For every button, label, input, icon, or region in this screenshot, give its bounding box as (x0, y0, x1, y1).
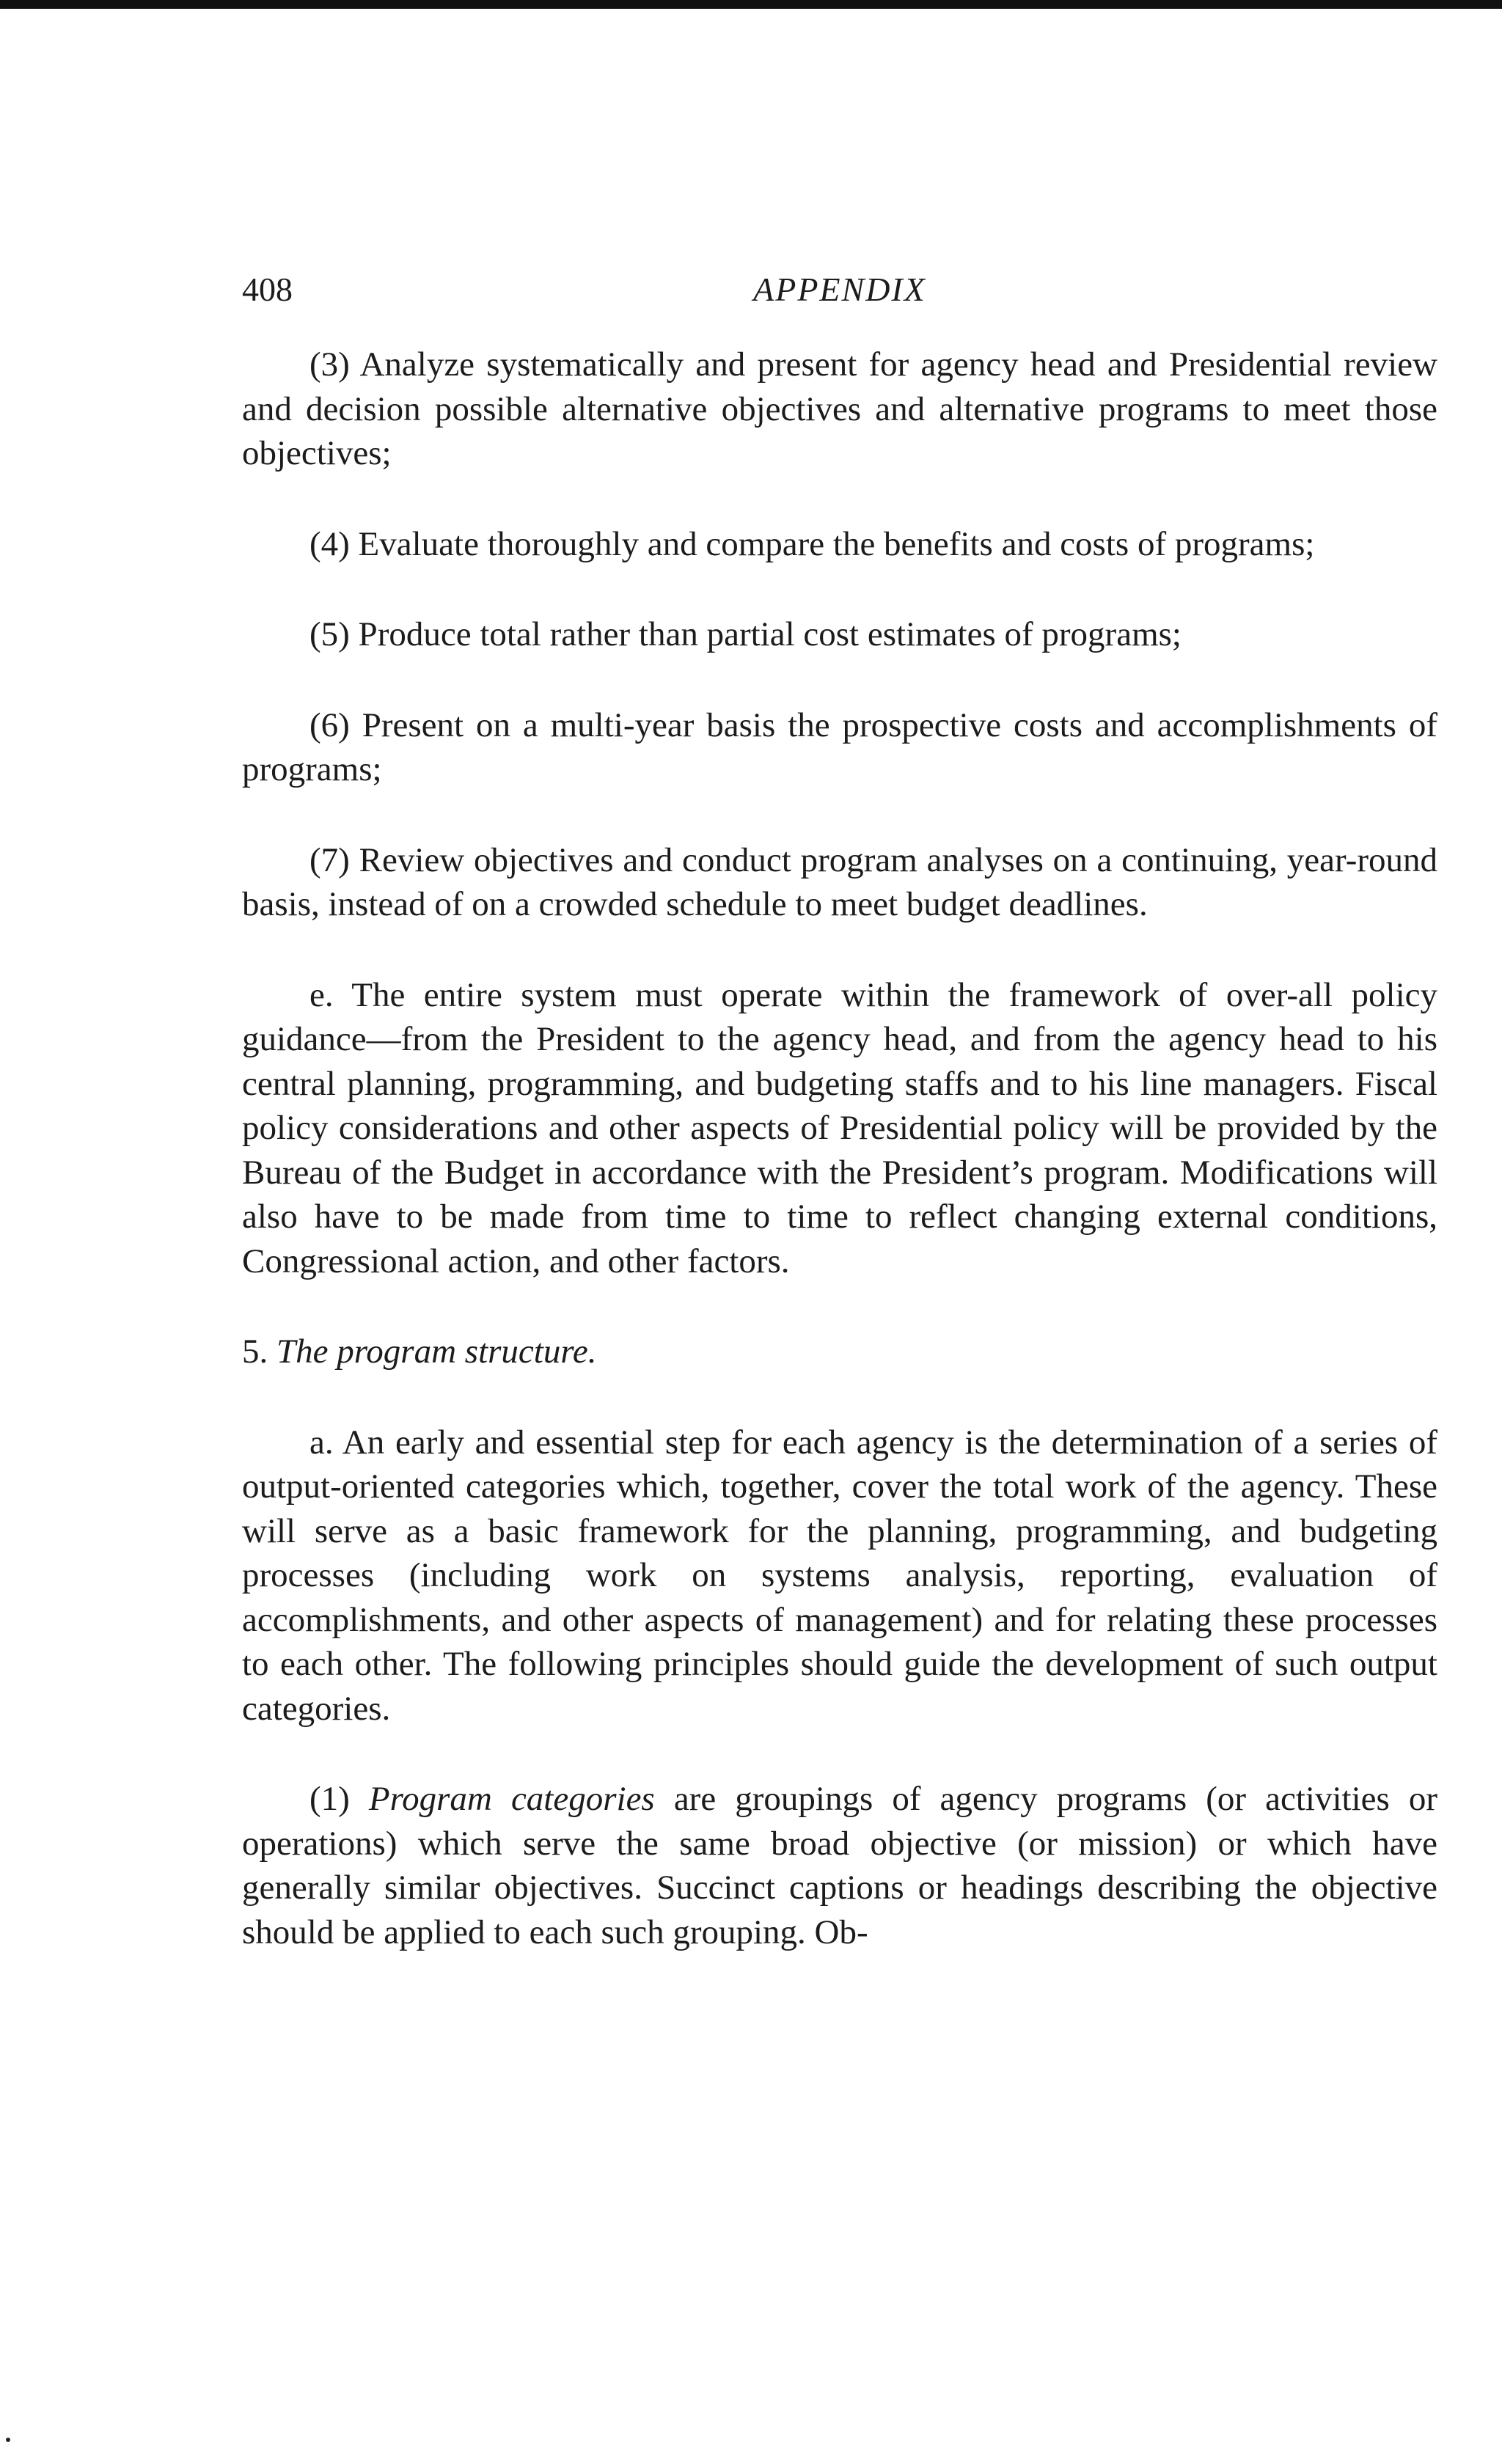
section-title: The program structure. (276, 1332, 597, 1371)
paragraph-item-3: (3) Analyze systematically and present for agency head and Presidential review and decision possible alternative objectives and alternative programs to meet those objectives; (242, 345, 1437, 472)
defined-term: Program categories (368, 1780, 655, 1818)
running-head (242, 260, 1437, 319)
definition-text: are groupings of agency programs (or activities or operations) which serve the same broad objective (or mission) or which have generally similar objectives. Succinct captions or headings describing the objective should be applied to each such grouping. Ob- (242, 1780, 1438, 1951)
top-edge-rule (0, 0, 1502, 9)
page-number: 408 (242, 271, 293, 308)
item-label: (1) (309, 1780, 350, 1818)
paragraph-item-6: (6) Present on a multi-year basis the prospective costs and accomplishments of programs; (242, 705, 1437, 788)
paragraph-item-7: (7) Review objectives and conduct program analyses on a continuing, year-round basis, instead of on a crowded schedule to meet budget deadlines. (242, 840, 1437, 923)
section-number: 5. (242, 1332, 268, 1371)
scan-speck (6, 2438, 10, 2442)
section-heading (242, 1330, 1437, 1374)
paragraph-item-4: (4) Evaluate thoroughly and compare the benefits and costs of programs; (309, 524, 1315, 563)
paragraph-a: a. An early and essential step for each agency is the determination of a series of output-oriented categories which, together, cover the total work of the agency. These will serve as a basic framework for the planning, programming, and budgeting processes (including work on systems analysis, reporting, evaluation of accomplishments, and other aspects of management) and for relating these processes to each other. The following principles should guide the development of such output categories. (242, 1423, 1437, 1728)
paragraph-item-5: (5) Produce total rather than partial cost estimates of programs; (309, 615, 1182, 653)
running-head-title: APPENDIX (753, 271, 926, 308)
body-text (242, 342, 1437, 1954)
paragraph-program-categories (242, 1777, 1437, 1954)
document-page (242, 260, 1437, 1954)
paragraph-e: e. The entire system must operate within the framework of over-all policy guidance—from the President to the agency head, and from the agency head to his central planning, programming, and budgeting staffs and to his line managers. Fiscal policy considerations and other aspects of Presidential policy will be provided by the Bureau of the Budget in accordance with the President’s program. Modifications will also have to be made from time to time to reflect changing external conditions, Congressional action, and other factors. (242, 975, 1437, 1280)
